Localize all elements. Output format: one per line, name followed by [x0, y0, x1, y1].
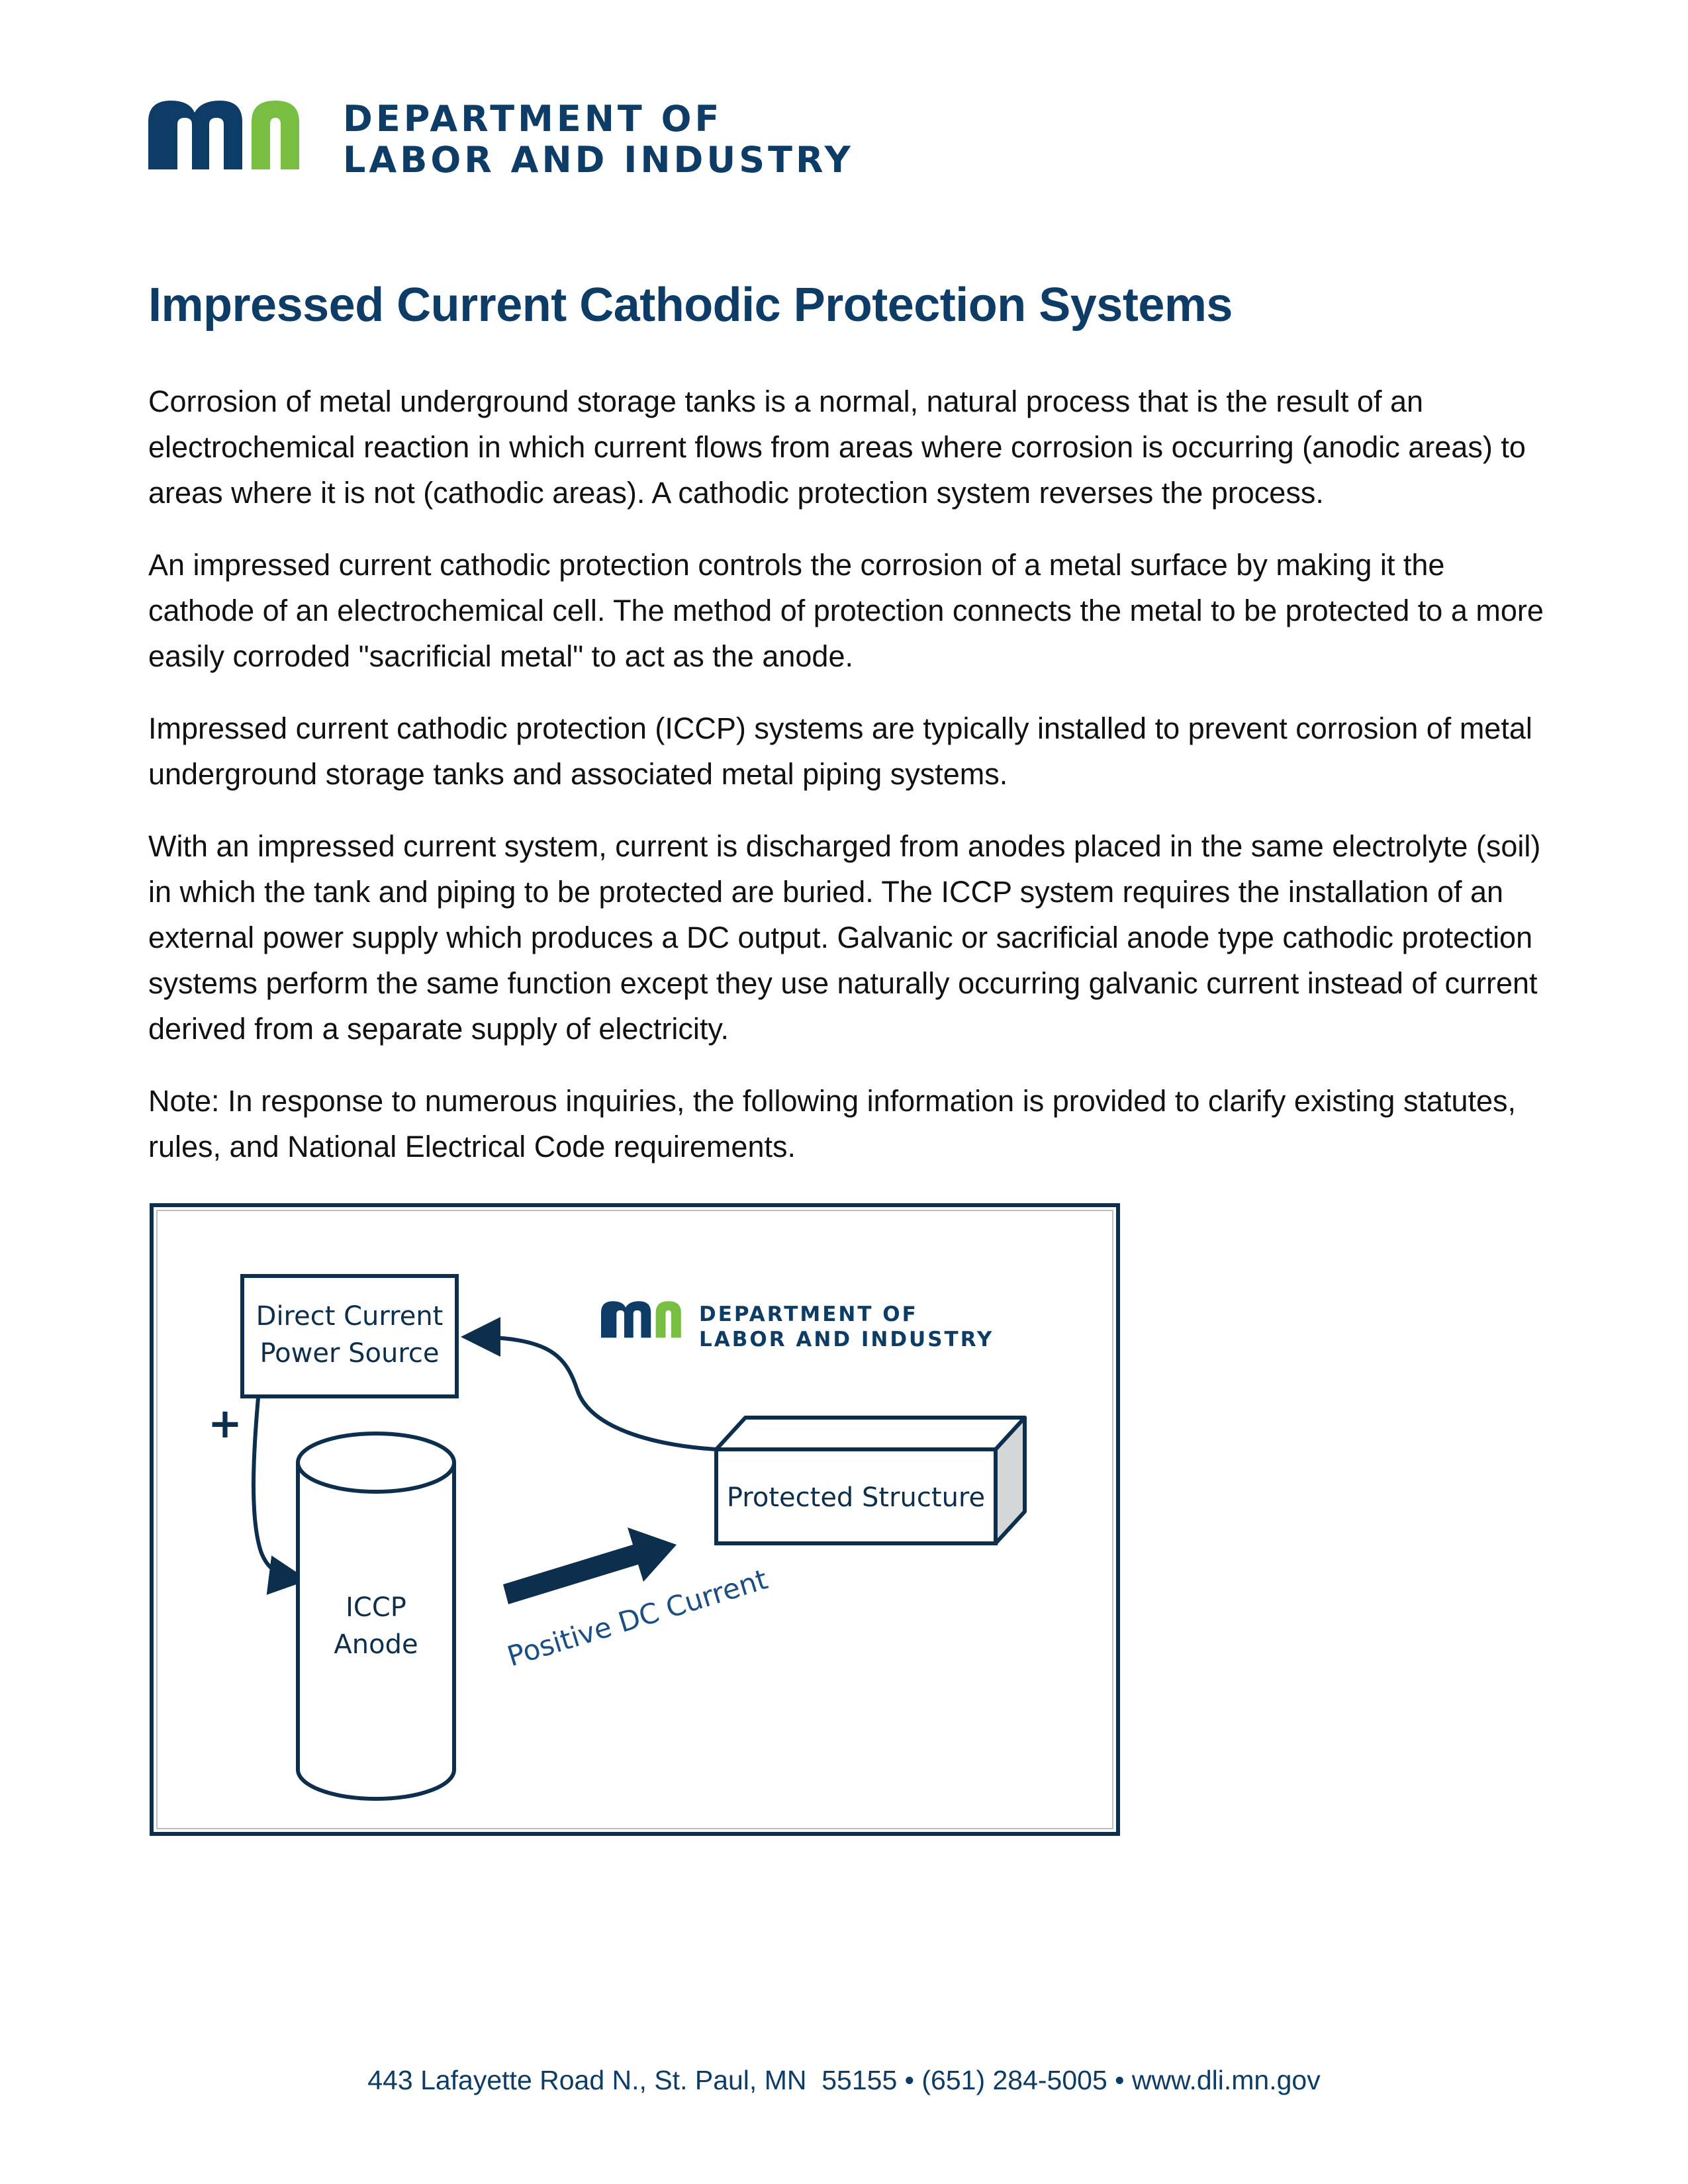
power-source-label-line2: Power Source — [259, 1338, 440, 1369]
mn-logo-mark-icon — [148, 101, 299, 169]
iccp-anode-cylinder — [298, 1433, 454, 1799]
header-logo — [148, 98, 890, 179]
body-text — [148, 379, 1545, 1196]
paragraph-corrosion: Corrosion of metal underground storage tanks is a normal, natural process that is the result of an electrochemical reaction in which current flows from areas where corrosion is occurring (anodic areas) to areas where it is not (cathodic areas). A cathodic protection system reverses the process. — [148, 385, 1526, 510]
header-logo-line1: DEPARTMENT OF — [343, 98, 723, 140]
page-title: Impressed Current Cathodic Protection Systems — [148, 279, 1233, 332]
footer-contact: 443 Lafayette Road N., St. Paul, MN 55155 • (651) 284-5005 • www.dli.mn.gov — [367, 2065, 1321, 2095]
diagram-logo — [601, 1301, 994, 1351]
anode-label-line2: Anode — [334, 1629, 418, 1660]
diagram-logo-line1: DEPARTMENT OF — [699, 1302, 918, 1326]
anode-wire-arrow — [254, 1398, 301, 1579]
protected-structure-label: Protected Structure — [726, 1482, 986, 1513]
power-source-label-line1: Direct Current — [256, 1301, 444, 1332]
iccp-diagram — [150, 1203, 1120, 1836]
return-wire-arrow — [469, 1337, 716, 1449]
power-source-box — [242, 1276, 457, 1396]
diagram-mn-logo-mark-icon — [601, 1301, 681, 1338]
diagram-logo-line2: LABOR AND INDUSTRY — [699, 1328, 994, 1351]
plus-sign-icon: + — [208, 1399, 242, 1447]
protected-structure-box — [716, 1418, 1025, 1543]
paragraph-note: Note: In response to numerous inquiries, the following information is provided to clarify existing statutes, rules, and National Electrical Code requirements. — [148, 1084, 1517, 1163]
anode-label-line1: ICCP — [346, 1592, 406, 1623]
positive-current-label: Positive DC Current — [503, 1563, 772, 1673]
paragraph-iccp-operation: With an impressed current system, current is discharged from anodes placed in the same electrolyte (soil) in which the tank and piping to be protected are buried. The ICCP system requires the installation of an external power supply which produces a DC output. Galvanic or sacrificial anode type cathodic protection systems perform the same function except they use naturally occurring galvanic current instead of current derived from a separate supply of electricity. — [148, 829, 1541, 1046]
paragraph-iccp-definition: An impressed current cathodic protection controls the corrosion of a metal surface by making it the cathode of an electrochemical cell. The method of protection connects the metal to be protected to a more easily corroded "sacrificial metal" to act as the anode. — [148, 548, 1544, 673]
positive-current-arrow-icon — [503, 1527, 677, 1604]
header-logo-line2: LABOR AND INDUSTRY — [343, 139, 854, 179]
paragraph-iccp-usage: Impressed current cathodic protection (ICCP) systems are typically installed to prevent corrosion of metal underground storage tanks and associated metal piping systems. — [148, 711, 1532, 791]
